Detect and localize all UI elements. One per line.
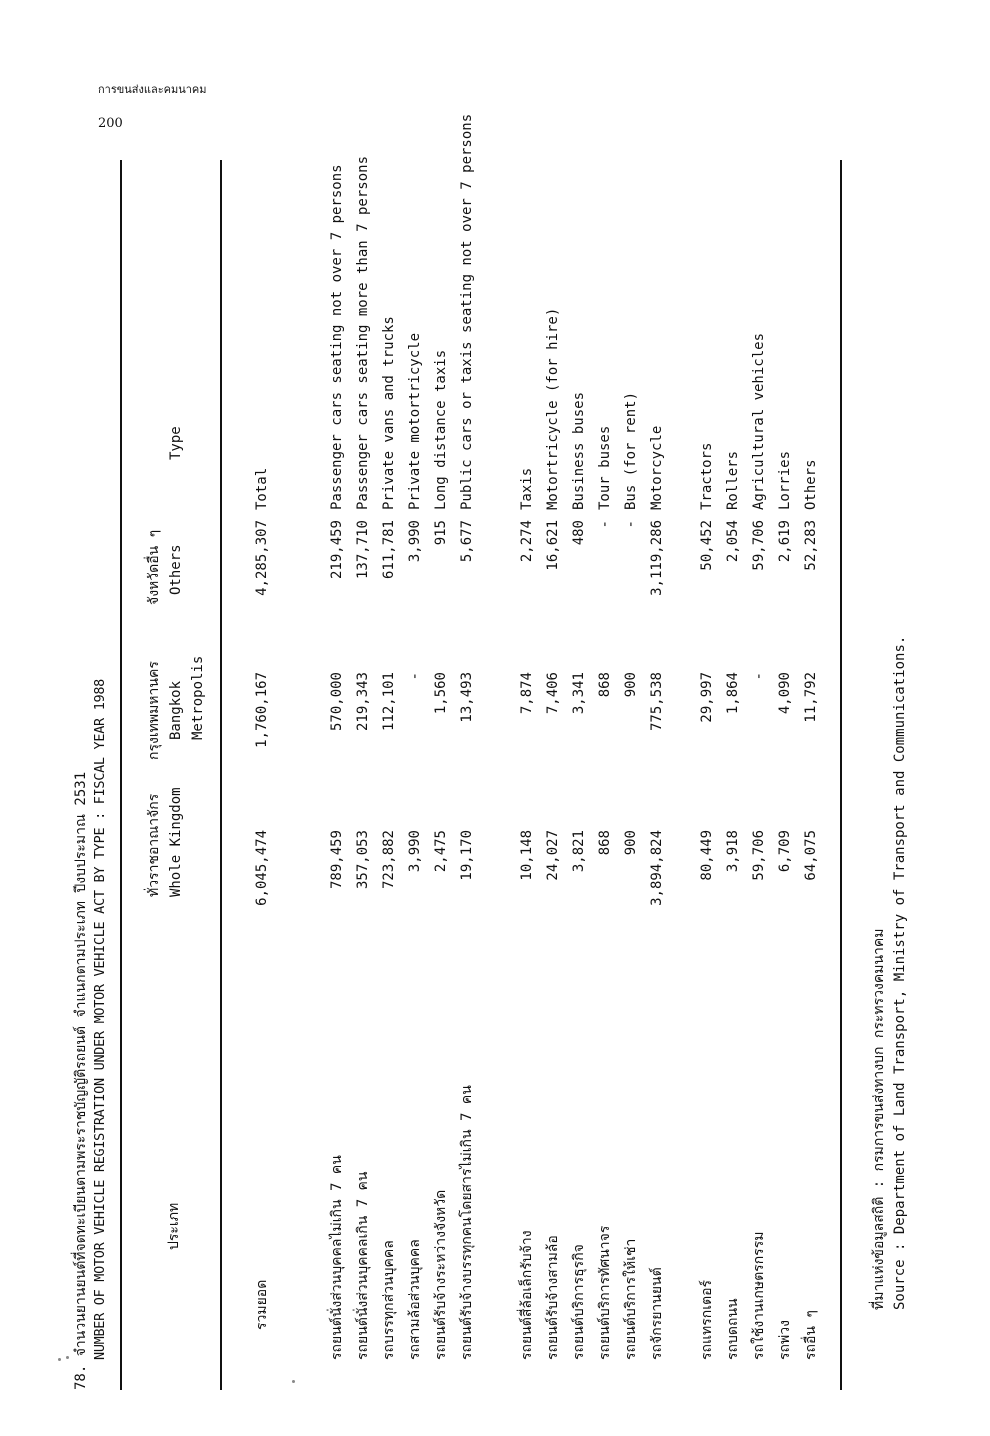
row-label-thai: รถยนต์นั่งส่วนบุคคลไม่เกิน 7 คน xyxy=(329,1155,345,1360)
cell-whole-kingdom: 3,821 xyxy=(571,830,587,873)
cell-bangkok: 900 xyxy=(623,672,639,698)
cell-bangkok: 1,760,167 xyxy=(254,672,270,748)
row-label-en: Bus (for rent) xyxy=(623,391,639,510)
col-header-whole-en: Whole Kingdom xyxy=(168,787,184,897)
row-label-thai: รถจักรยานยนต์ xyxy=(649,1267,665,1360)
row-label-en: Private vans and trucks xyxy=(381,316,397,510)
cell-whole-kingdom: 24,027 xyxy=(545,830,561,881)
cell-whole-kingdom: 19,170 xyxy=(459,830,475,881)
row-label-en: Taxis xyxy=(519,467,535,510)
cell-others: 2,054 xyxy=(725,520,741,563)
row-label-en: Motorcycle xyxy=(649,425,665,510)
cell-others: 50,452 xyxy=(699,520,715,571)
table-title-english: NUMBER OF MOTOR VEHICLE REGISTRATION UNDER MOTOR VEHICLE ACT BY TYPE : FISCAL YEAR 1988 xyxy=(92,678,108,1360)
row-label-en: Public cars or taxis seating not over 7 persons xyxy=(459,113,475,510)
col-header-bkk-thai: กรุงเทพมหานคร xyxy=(146,661,162,760)
cell-whole-kingdom: 723,882 xyxy=(381,830,397,890)
cell-others: 611,781 xyxy=(381,520,397,580)
row-label-thai: รถอื่น ๆ xyxy=(803,1310,819,1360)
row-label-en: Rollers xyxy=(725,450,741,510)
scan-speck xyxy=(66,1356,69,1359)
row-label-en: Motortricycle (for hire) xyxy=(545,307,561,510)
cell-bangkok: 13,493 xyxy=(459,672,475,723)
cell-others: 5,677 xyxy=(459,520,475,563)
row-label-en: Agricultural vehicles xyxy=(751,332,767,510)
cell-others: 137,710 xyxy=(355,520,371,580)
cell-bangkok: 775,538 xyxy=(649,672,665,732)
col-header-type-thai: ประเภท xyxy=(166,1202,182,1250)
cell-others: - xyxy=(623,520,639,529)
cell-whole-kingdom: 868 xyxy=(597,830,613,856)
header-rule xyxy=(220,160,222,1390)
top-rule xyxy=(120,160,122,1390)
row-label-en: Passenger cars seating not over 7 persons xyxy=(329,164,345,510)
scan-speck xyxy=(58,1358,61,1361)
row-label-en: Others xyxy=(803,459,819,510)
row-label-thai: รถใช้งานเกษตรกรรม xyxy=(751,1231,767,1360)
total-label-en: Total xyxy=(254,467,270,510)
page-number: 200 xyxy=(98,116,123,131)
row-label-en: Long distance taxis xyxy=(433,349,449,510)
cell-whole-kingdom: 64,075 xyxy=(803,830,819,881)
cell-whole-kingdom: 6,045,474 xyxy=(254,830,270,906)
row-label-thai: รถยนต์รับจ้างบรรทุกคนโดยสารไม่เกิน 7 คน xyxy=(459,1085,475,1360)
cell-others: 4,285,307 xyxy=(254,520,270,596)
row-label-thai: รถพ่วง xyxy=(777,1320,793,1360)
row-label-thai: รถสามล้อส่วนบุคคล xyxy=(407,1239,423,1360)
col-header-whole-thai: ทั่วราชอาณาจักร xyxy=(146,793,162,897)
cell-bangkok: 1,864 xyxy=(725,672,741,715)
col-header-type-en: Type xyxy=(168,426,184,460)
row-label-thai: รถยนต์บริการธุรกิจ xyxy=(571,1244,587,1360)
cell-whole-kingdom: 2,475 xyxy=(433,830,449,873)
cell-bangkok: 7,874 xyxy=(519,672,535,715)
cell-others: 2,274 xyxy=(519,520,535,563)
row-label-thai: รถยนต์บริการทัศนาจร xyxy=(597,1225,613,1360)
row-label-thai: รถยนต์นั่งส่วนบุคคลเกิน 7 คน xyxy=(355,1171,371,1360)
row-label-thai: รถยนต์สี่ล้อเล็กรับจ้าง xyxy=(519,1230,535,1360)
cell-others: 16,621 xyxy=(545,520,561,571)
row-label-thai: รถยนต์บริการให้เช่า xyxy=(623,1238,639,1360)
total-label: รวมยอด xyxy=(254,1279,270,1330)
cell-others: 52,283 xyxy=(803,520,819,571)
row-label-en: Tractors xyxy=(699,442,715,510)
row-label-en: Private motortricycle xyxy=(407,332,423,510)
col-header-bkk-en2: Metropolis xyxy=(190,655,206,740)
cell-others: - xyxy=(597,520,613,529)
cell-whole-kingdom: 3,894,824 xyxy=(649,830,665,906)
cell-whole-kingdom: 10,148 xyxy=(519,830,535,881)
cell-bangkok: 570,000 xyxy=(329,672,345,732)
cell-bangkok: 219,343 xyxy=(355,672,371,732)
row-label-thai: รถบดถนน xyxy=(725,1298,741,1360)
cell-whole-kingdom: 3,918 xyxy=(725,830,741,873)
cell-bangkok: - xyxy=(751,672,767,681)
cell-bangkok: 868 xyxy=(597,672,613,698)
col-header-others-thai: จังหวัดอื่น ๆ xyxy=(146,529,162,605)
bottom-rule xyxy=(840,160,842,1390)
col-header-others-en: Others xyxy=(168,544,184,595)
cell-others: 915 xyxy=(433,520,449,546)
table-title-thai: 78. จำนวนยานยนต์ที่จดทะเบียนตามพระราชบัญญัติรถยนต์ จำแนกตามประเภท ปีงบประมาณ 2531 xyxy=(73,771,89,1390)
cell-others: 219,459 xyxy=(329,520,345,580)
row-label-en: Passenger cars seating more than 7 persons xyxy=(355,155,371,510)
row-label-thai: รถยนต์รับจ้างระหว่างจังหวัด xyxy=(433,1189,449,1360)
cell-bangkok: - xyxy=(407,672,423,681)
row-label-en: Lorries xyxy=(777,450,793,510)
cell-whole-kingdom: 357,053 xyxy=(355,830,371,890)
cell-whole-kingdom: 59,706 xyxy=(751,830,767,881)
source-thai: ที่มาแห่งข้อมูลสถิติ : กรมการขนส่งทางบก กระทรวงคมนาคม xyxy=(871,928,887,1310)
cell-whole-kingdom: 80,449 xyxy=(699,830,715,881)
cell-bangkok: 112,101 xyxy=(381,672,397,732)
row-label-en: Tour buses xyxy=(597,425,613,510)
cell-whole-kingdom: 900 xyxy=(623,830,639,856)
cell-bangkok: 11,792 xyxy=(803,672,819,723)
source-english: Source : Department of Land Transport, Ministry of Transport and Communications. xyxy=(892,635,908,1310)
row-label-thai: รถแทรกเตอร์ xyxy=(699,1279,715,1360)
cell-others: 480 xyxy=(571,520,587,546)
cell-bangkok: 29,997 xyxy=(699,672,715,723)
cell-others: 2,619 xyxy=(777,520,793,563)
cell-bangkok: 3,341 xyxy=(571,672,587,715)
cell-whole-kingdom: 3,990 xyxy=(407,830,423,873)
row-label-en: Business buses xyxy=(571,391,587,510)
col-header-bkk-en1: Bangkok xyxy=(168,680,184,740)
cell-others: 3,990 xyxy=(407,520,423,563)
cell-bangkok: 4,090 xyxy=(777,672,793,715)
row-label-thai: รถยนต์รับจ้างสามล้อ xyxy=(545,1235,561,1360)
cell-whole-kingdom: 789,459 xyxy=(329,830,345,890)
running-header: การขนส่งและคมนาคม xyxy=(98,83,207,96)
rotated-table-page xyxy=(70,90,950,1390)
cell-whole-kingdom: 6,709 xyxy=(777,830,793,873)
cell-others: 59,706 xyxy=(751,520,767,571)
row-label-thai: รถบรรทุกส่วนบุคคล xyxy=(381,1240,397,1360)
cell-bangkok: 1,560 xyxy=(433,672,449,715)
cell-others: 3,119,286 xyxy=(649,520,665,596)
cell-bangkok: 7,406 xyxy=(545,672,561,715)
